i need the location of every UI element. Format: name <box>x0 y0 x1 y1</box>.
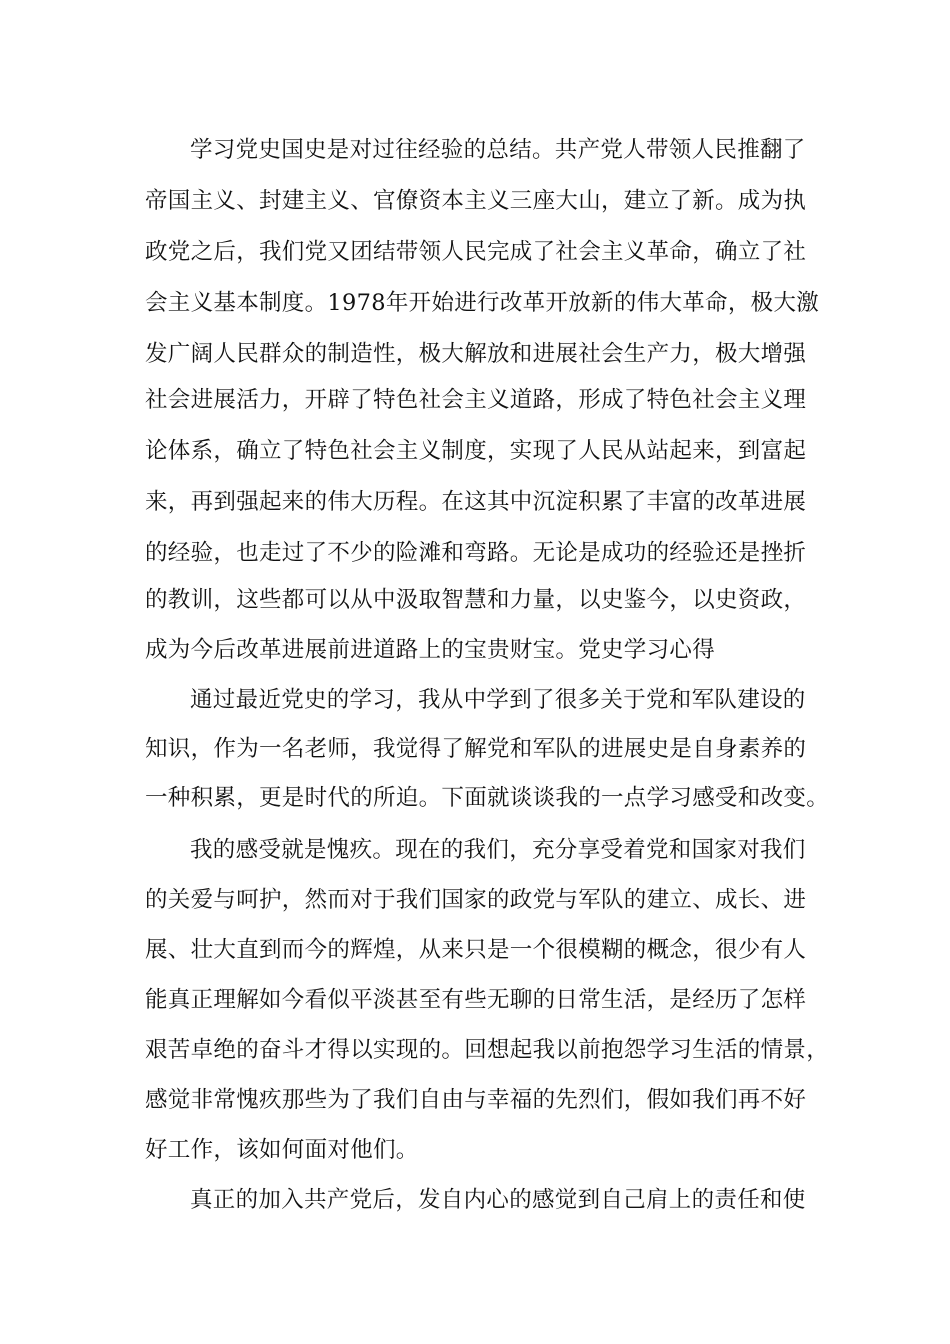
paragraph-3-line-4: 能真正理解如今看似平淡甚至有些无聊的日常生活，是经历了怎样 <box>145 987 807 1013</box>
paragraph-4-line-1: 真正的加入共产党后，发自内心的感觉到自己肩上的责任和使 <box>190 1187 806 1213</box>
paragraph-1-line-2: 帝国主义、封建主义、官僚资本主义三座大山，建立了新。成为执 <box>145 188 807 214</box>
paragraph-1-line-8: 来，再到强起来的伟大历程。在这其中沉淀积累了丰富的改革进展 <box>145 489 807 515</box>
paragraph-3-line-2: 的关爱与呵护，然而对于我们国家的政党与军队的建立、成长、进 <box>145 887 807 913</box>
paragraph-1-line-5: 发广阔人民群众的制造性，极大解放和进展社会生产力，极大增强 <box>145 341 807 367</box>
paragraph-1-line-10: 的教训，这些都可以从中汲取智慧和力量，以史鉴今，以史资政， <box>145 587 807 613</box>
paragraph-3-line-7: 好工作，该如何面对他们。 <box>145 1137 419 1163</box>
paragraph-2-line-3: 一种积累，更是时代的所迫。下面就谈谈我的一点学习感受和改变。 <box>145 785 830 811</box>
paragraph-1-line-7: 论体系，确立了特色社会主义制度，实现了人民从站起来，到富起 <box>145 438 807 464</box>
paragraph-3-line-3: 展、壮大直到而今的辉煌，从来只是一个很模糊的概念，很少有人 <box>145 937 807 963</box>
paragraph-2-line-1: 通过最近党史的学习，我从中学到了很多关于党和军队建设的 <box>190 687 806 713</box>
paragraph-1-line-9: 的经验，也走过了不少的险滩和弯路。无论是成功的经验还是挫折 <box>145 540 807 566</box>
paragraph-3-line-6: 感觉非常愧疚那些为了我们自由与幸福的先烈们，假如我们再不好 <box>145 1087 807 1113</box>
paragraph-1-line-6: 社会进展活力，开辟了特色社会主义道路，形成了特色社会主义理 <box>145 387 807 413</box>
paragraph-1-line-3: 政党之后，我们党又团结带领人民完成了社会主义革命，确立了社 <box>145 239 807 265</box>
paragraph-1-line-4: 会主义基本制度。1978年开始进行改革开放新的伟大革命，极大激 <box>145 290 820 316</box>
paragraph-3-line-5: 艰苦卓绝的奋斗才得以实现的。回想起我以前抱怨学习生活的情景， <box>145 1037 830 1063</box>
paragraph-2-line-2: 知识，作为一名老师，我觉得了解党和军队的进展史是自身素养的 <box>145 736 807 762</box>
paragraph-3-line-1: 我的感受就是愧疚。现在的我们，充分享受着党和国家对我们 <box>190 837 806 863</box>
paragraph-1-line-11: 成为今后改革进展前进道路上的宝贵财宝。党史学习心得 <box>145 637 716 663</box>
paragraph-1-line-1: 学习党史国史是对过往经验的总结。共产党人带领人民推翻了 <box>190 137 806 163</box>
